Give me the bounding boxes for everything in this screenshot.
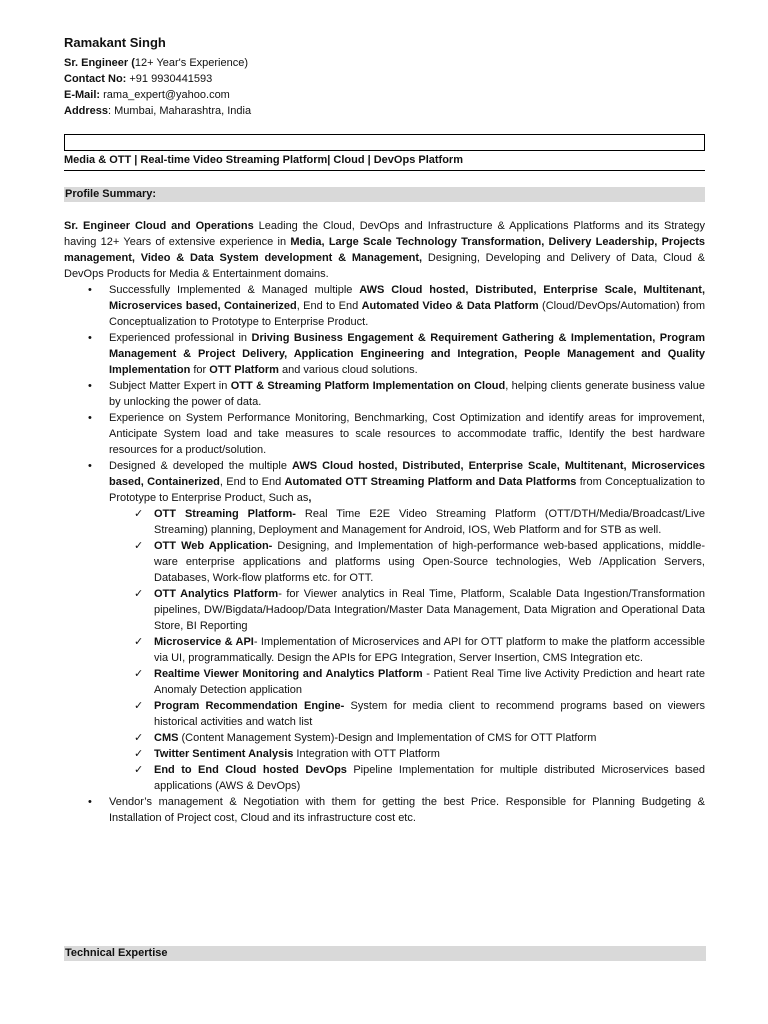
bullet-text: from Conceptualization to Prototype to Enterprise Product, Such as bbox=[109, 476, 705, 504]
bullet-text: Vendor’s management & Negotiation with them for getting the best Price. Responsible for Planning Budgeting & Installation of Project cost, Cloud and its infrastructure cost etc. bbox=[109, 796, 705, 824]
address-line bbox=[64, 103, 705, 119]
check-icon: ✓ bbox=[134, 732, 144, 744]
list-item bbox=[109, 506, 705, 538]
item-text: Pipeline Implementation for multiple distributed Microservices based applications (AWS & DevOps) bbox=[154, 764, 705, 792]
contact-line bbox=[64, 71, 705, 87]
profile-summary-heading: Profile Summary: bbox=[64, 187, 705, 202]
list-item bbox=[109, 538, 705, 586]
check-icon: ✓ bbox=[134, 588, 144, 600]
email-line bbox=[64, 87, 705, 103]
summary-bullets bbox=[64, 282, 705, 826]
headline-banner: Media & OTT | Real-time Video Streaming Platform| Cloud | DevOps Platform bbox=[64, 153, 705, 171]
bullet-text: and various cloud solutions. bbox=[278, 364, 418, 376]
item-title: Program Recommendation Engine- bbox=[154, 700, 345, 712]
list-item bbox=[64, 378, 705, 410]
bullet-icon: • bbox=[88, 332, 92, 344]
bullet-text: Successfully Implemented & Managed multiple bbox=[109, 284, 360, 296]
bullet-bold: AWS Cloud hosted, Distributed, Enterprise Scale, Multitenant, Microservices based, Containerized bbox=[109, 284, 706, 312]
bullet-icon: • bbox=[88, 380, 92, 392]
bullet-bold: Automated OTT Streaming Platform and Data Platforms bbox=[284, 476, 577, 488]
bullet-bold: Automated Video & Data Platform bbox=[361, 300, 539, 312]
bullet-bold: , bbox=[308, 492, 312, 504]
check-icon: ✓ bbox=[134, 748, 144, 760]
bullet-text: Subject Matter Expert in bbox=[109, 380, 231, 392]
bullet-bold: OTT Platform bbox=[209, 364, 279, 376]
item-text: System for media client to recommend programs based on viewers historical activities and watch list bbox=[154, 700, 705, 728]
item-title: CMS bbox=[154, 732, 179, 744]
bullet-icon: • bbox=[88, 284, 92, 296]
item-title: OTT Web Application- bbox=[154, 540, 273, 552]
list-item bbox=[109, 762, 705, 794]
email-value: rama_expert@yahoo.com bbox=[100, 89, 230, 101]
bullet-text: for bbox=[190, 364, 210, 376]
check-icon: ✓ bbox=[134, 636, 144, 648]
item-title: Twitter Sentiment Analysis bbox=[154, 748, 294, 760]
summary-text: Leading the Cloud, DevOps and Infrastructure & Applications Platforms and its Strategy having 12+ Years of extensive experience in bbox=[64, 220, 705, 248]
contact-value: +91 9930441593 bbox=[126, 73, 213, 85]
bullet-text: , helping clients generate business value by unlocking the power of data. bbox=[109, 380, 705, 408]
technical-expertise-heading: Technical Expertise bbox=[64, 946, 706, 961]
summary-highlight: Media, Large Scale Technology Transformation, Delivery Leadership, Projects management, Video & Data System development & Management, bbox=[64, 236, 706, 264]
list-item bbox=[109, 730, 705, 746]
item-title: Realtime Viewer Monitoring and Analytics Platform bbox=[154, 668, 423, 680]
item-title: End to End Cloud hosted DevOps bbox=[154, 764, 347, 776]
bullet-text: Designed & developed the multiple bbox=[109, 460, 292, 472]
list-item bbox=[109, 746, 705, 762]
list-item bbox=[64, 794, 705, 826]
candidate-name: Ramakant Singh bbox=[64, 35, 166, 50]
check-icon: ✓ bbox=[134, 508, 144, 520]
bullet-bold: OTT & Streaming Platform Implementation on Cloud bbox=[230, 380, 506, 392]
check-icon: ✓ bbox=[134, 668, 144, 680]
item-text: Real Time E2E Video Streaming Platform (OTT/DTH/Media/Broadcast/Live Streaming) planning, Deployment and Management for Android, IOS, Web Platform and for STB as well. bbox=[154, 508, 706, 536]
item-title: OTT Analytics Platform bbox=[154, 588, 279, 600]
list-item bbox=[64, 458, 705, 794]
check-icon: ✓ bbox=[134, 700, 144, 712]
platform-checklist bbox=[109, 506, 705, 794]
item-title: Microservice & API bbox=[154, 636, 254, 648]
summary-paragraph bbox=[64, 218, 705, 282]
email-label: E-Mail: bbox=[64, 89, 101, 101]
item-text: - for Viewer analytics in Real Time, Platform, Scalable Data Ingestion/Transformation pipelines, DW/Bigdata/Hadoop/Data Integration/Master Data Management, Data Migration and Operational Data Store, BI Reporting bbox=[154, 588, 705, 632]
role-label: Sr. Engineer ( bbox=[64, 57, 135, 69]
bullet-bold: Driving Business Engagement & Requirement Gathering & Implementation, Program Management & Project Delivery, Application Engineering and Integration, People Management and Quality Implementation bbox=[109, 332, 705, 376]
bullet-text: (Cloud/DevOps/Automation) from Conceptualization to Prototype to Enterprise Product. bbox=[109, 300, 705, 328]
item-text: Designing, and Implementation of high-performance web-based applications, middle-ware enterprise applications and platforms using Open-Source technologies, Web /Application Servers, Databases, Work-flow platforms etc. for OTT. bbox=[154, 540, 705, 584]
empty-box bbox=[64, 134, 705, 151]
contact-label: Contact No: bbox=[64, 73, 127, 85]
list-item bbox=[109, 586, 705, 634]
bullet-text: Experience on System Performance Monitoring, Benchmarking, Cost Optimization and identify areas for improvement, Anticipate System load and take measures to scale resources to accommodate traffic, Identify the best hardware resources for a product/solution. bbox=[109, 412, 705, 456]
bullet-icon: • bbox=[88, 796, 92, 808]
item-title: OTT Streaming Platform- bbox=[154, 508, 296, 520]
list-item bbox=[64, 282, 705, 330]
item-text: Integration with OTT Platform bbox=[293, 748, 440, 760]
role-value: 12+ Year's Experience) bbox=[134, 57, 249, 69]
address-value: : Mumbai, Maharashtra, India bbox=[108, 105, 252, 117]
bullet-text: Experienced professional in bbox=[109, 332, 252, 344]
item-text: - Implementation of Microservices and API for OTT platform to make the platform accessible via UI, programmatically. Design the APIs for EPG Integration, Server Insertion, CMS Integration etc. bbox=[154, 636, 705, 664]
summary-text-end: Designing, Developing and Delivery of Data, Cloud & DevOps Products for Media & Entertainment domains. bbox=[64, 252, 705, 280]
item-text: (Content Management System)-Design and Implementation of CMS for OTT Platform bbox=[178, 732, 597, 744]
list-item bbox=[109, 698, 705, 730]
bullet-bold: AWS Cloud hosted, Distributed, Enterprise Scale, Multitenant, Microservices based, Containerized bbox=[109, 460, 706, 488]
check-icon: ✓ bbox=[134, 540, 144, 552]
check-icon: ✓ bbox=[134, 764, 144, 776]
resume-page bbox=[64, 34, 705, 826]
bullet-text: , End to End bbox=[219, 476, 285, 488]
list-item bbox=[64, 410, 705, 458]
list-item bbox=[64, 330, 705, 378]
address-label: Address bbox=[64, 105, 109, 117]
item-text: - Patient Real Time live Activity Prediction and heart rate Anomaly Detection application bbox=[154, 668, 705, 696]
role-line bbox=[64, 55, 705, 71]
bullet-icon: • bbox=[88, 460, 92, 472]
list-item bbox=[109, 634, 705, 666]
summary-title: Sr. Engineer Cloud and Operations bbox=[64, 220, 254, 232]
list-item bbox=[109, 666, 705, 698]
bullet-icon: • bbox=[88, 412, 92, 424]
bullet-text: , End to End bbox=[296, 300, 362, 312]
